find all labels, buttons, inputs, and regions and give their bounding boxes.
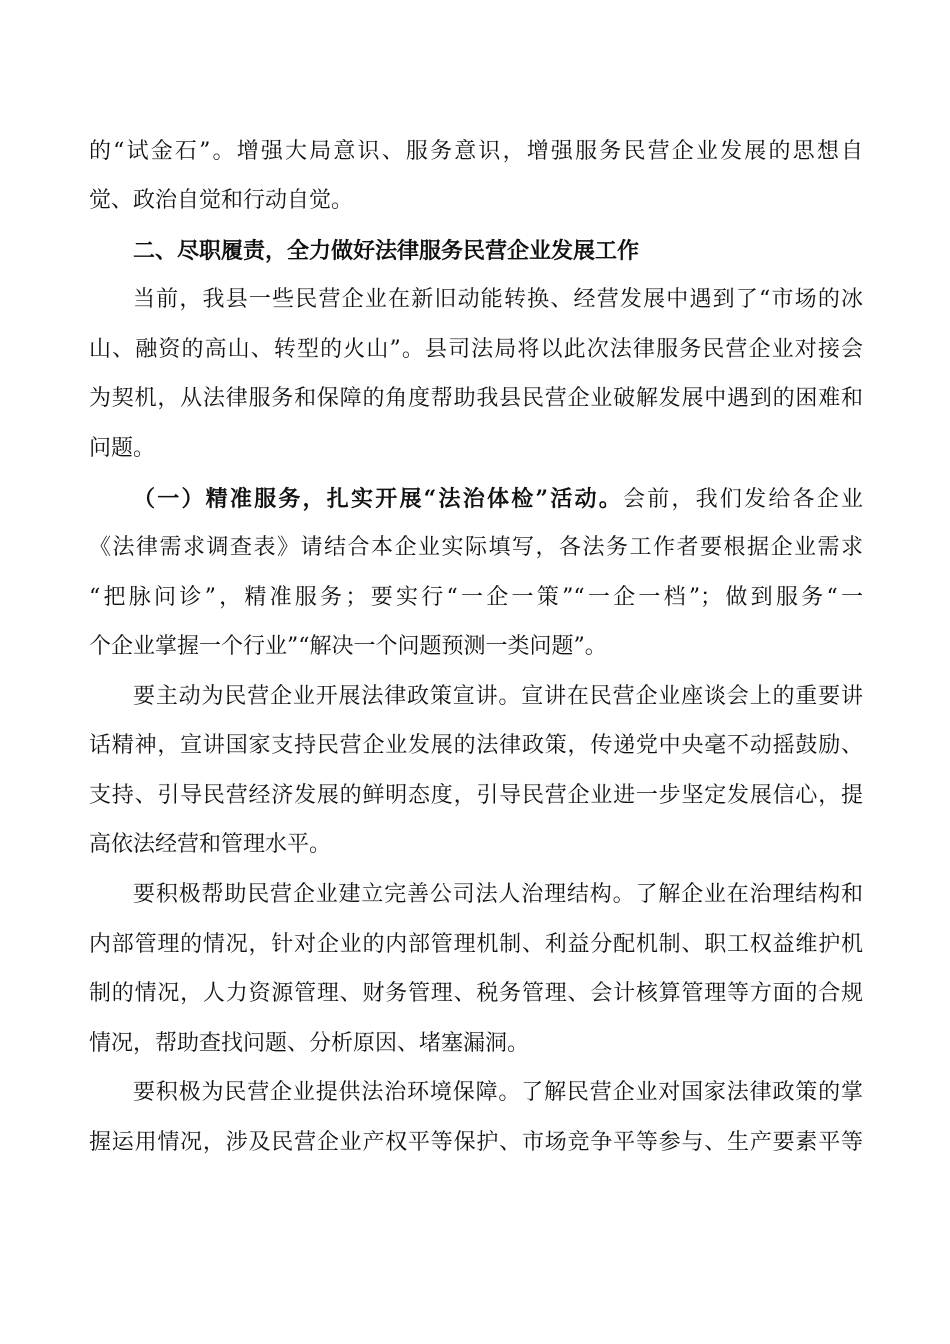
text-line: 握运用情况，涉及民营企业产权平等保护、市场竞争平等参与、生产要素平等	[89, 1130, 863, 1155]
text-line: 觉、政治自觉和行动自觉。	[89, 188, 354, 213]
text-line: 《法律需求调查表》请结合本企业实际填写，各法务工作者要根据企业需求	[89, 535, 863, 560]
text-line: 问题。	[89, 436, 156, 461]
text-line: 个企业掌握一个行业”“解决一个问题预测一类问题”。	[89, 634, 607, 659]
subsection-text: 会前，我们发给各企业	[622, 487, 863, 512]
text-line: 高依法经营和管理水平。	[89, 832, 332, 857]
text-line: 为契机，从法律服务和保障的角度帮助我县民营企业破解发展中遇到的困难和	[89, 386, 863, 411]
text-line: 支持、引导民营经济发展的鲜明态度，引导民营企业进一步坚定发展信心，提	[89, 783, 863, 808]
text-line: 山、融资的高山、转型的火山”。县司法局将以此次法律服务民营企业对接会	[89, 337, 863, 362]
subsection-line	[133, 484, 863, 515]
text-line: “把脉问诊”，精准服务；要实行“一企一策”“一企一档”；做到服务“一	[89, 585, 863, 610]
text-line: 制的情况，人力资源管理、财务管理、税务管理、会计核算管理等方面的合规	[89, 981, 863, 1006]
section-heading: 二、尽职履责，全力做好法律服务民营企业发展工作	[133, 238, 640, 264]
text-line: 要积极为民营企业提供法治环境保障。了解民营企业对国家法律政策的掌	[133, 1080, 863, 1105]
text-line: 话精神，宣讲国家支持民营企业发展的法律政策，传递党中央毫不动摇鼓励、	[89, 733, 863, 758]
text-line: 情况，帮助查找问题、分析原因、堵塞漏洞。	[89, 1031, 530, 1056]
text-line: 当前，我县一些民营企业在新旧动能转换、经营发展中遇到了“市场的冰	[133, 287, 863, 312]
subsection-heading: （一）精准服务，扎实开展“法治体检”活动。	[133, 486, 623, 512]
text-line: 要积极帮助民营企业建立完善公司法人治理结构。了解企业在治理结构和	[133, 882, 863, 907]
text-line: 要主动为民营企业开展法律政策宣讲。宣讲在民营企业座谈会上的重要讲	[133, 684, 863, 709]
text-line: 的“试金石”。增强大局意识、服务意识，增强服务民营企业发展的思想自	[89, 139, 863, 164]
text-line: 内部管理的情况，针对企业的内部管理机制、利益分配机制、职工权益维护机	[89, 932, 863, 957]
